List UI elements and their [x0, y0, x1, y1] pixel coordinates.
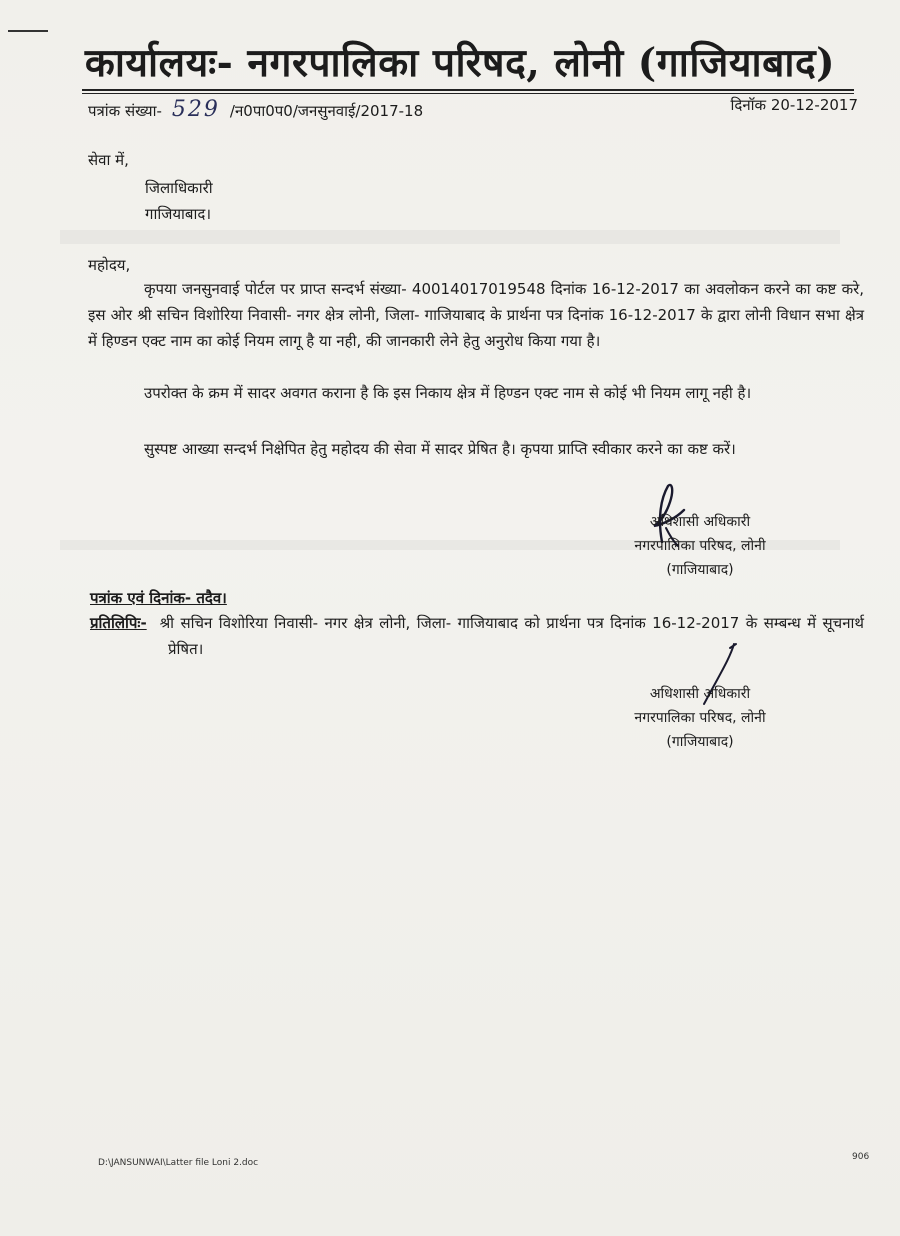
header-rule	[82, 89, 854, 91]
greeting: महोदय,	[88, 256, 131, 274]
signature-block-1	[615, 510, 785, 582]
show-through-band	[60, 230, 840, 244]
header-rule	[82, 93, 854, 94]
signatory-designation: अधिशासी अधिकारी	[649, 514, 751, 530]
salutation-to: सेवा में,	[88, 151, 129, 169]
body-paragraph-3: सुस्पष्ट आख्या सन्दर्भ निक्षेपित हेतु महोदय की सेवा में सादर प्रेषित है। कृपया प्राप्ति स्वीकार करने का कष्ट करें।	[144, 440, 736, 458]
page-code: 906	[852, 1152, 870, 1162]
handwritten-number: 529	[171, 97, 220, 122]
file-path: D:\JANSUNWAI\Latter file Loni 2.doc	[98, 1158, 259, 1168]
office-title: कार्यालयः- नगरपालिका परिषद, लोनी (गाजियाबाद)	[84, 40, 836, 86]
copy-heading: पत्रांक एवं दिनांक- तदैव।	[90, 589, 227, 607]
letter-date: दिनॉक 20-12-2017	[730, 96, 858, 114]
copy-label: प्रतिलिपिः-	[90, 614, 147, 632]
signatory-designation: अधिशासी अधिकारी	[649, 686, 751, 702]
addressee-designation: जिलाधिकारी	[145, 179, 213, 197]
reference-number	[88, 97, 423, 122]
addressee-place: गाजियाबाद।	[145, 205, 212, 223]
signature-block-2	[615, 682, 785, 754]
reference-suffix: /न0पा0प0/जनसुनवाई/2017-18	[229, 102, 424, 120]
signatory-place: (गाजियाबाद)	[666, 562, 734, 578]
body-paragraph-1: कृपया जनसुनवाई पोर्टल पर प्राप्त सन्दर्भ संख्या- 40014017019548 दिनांक 16-12-2017 का अवलोकन करने का कष्ट करे, इस ओर श्री सचिन विशोरिया निवासी- नगर क्षेत्र लोनी, जिला- गाजियाबाद के प्रार्थना पत्र दिनांक 16-12-2017 के द्वारा लोनी विधान सभा क्षेत्र में हिण्डन एक्ट नाम का कोई नियम लागू है या नही, की जानकारी लेने हेतु अनुरोध किया गया है।	[88, 280, 864, 350]
signatory-place: (गाजियाबाद)	[666, 734, 734, 750]
reference-label: पत्रांक संख्या-	[88, 102, 162, 120]
signatory-office: नगरपालिका परिषद, लोनी	[634, 710, 766, 726]
copy-text: श्री सचिन विशोरिया निवासी- नगर क्षेत्र लोनी, जिला- गाजियाबाद को प्रार्थना पत्र दिनांक 16-12-2017 के सम्बन्ध में सूचनार्थ प्रेषित।	[159, 614, 864, 658]
body-paragraph-2: उपरोक्त के क्रम में सादर अवगत कराना है कि इस निकाय क्षेत्र में हिण्डन एक्ट नाम से कोई भी नियम लागू नही है।	[144, 384, 752, 402]
signatory-office: नगरपालिका परिषद, लोनी	[634, 538, 766, 554]
corner-mark	[8, 30, 48, 32]
